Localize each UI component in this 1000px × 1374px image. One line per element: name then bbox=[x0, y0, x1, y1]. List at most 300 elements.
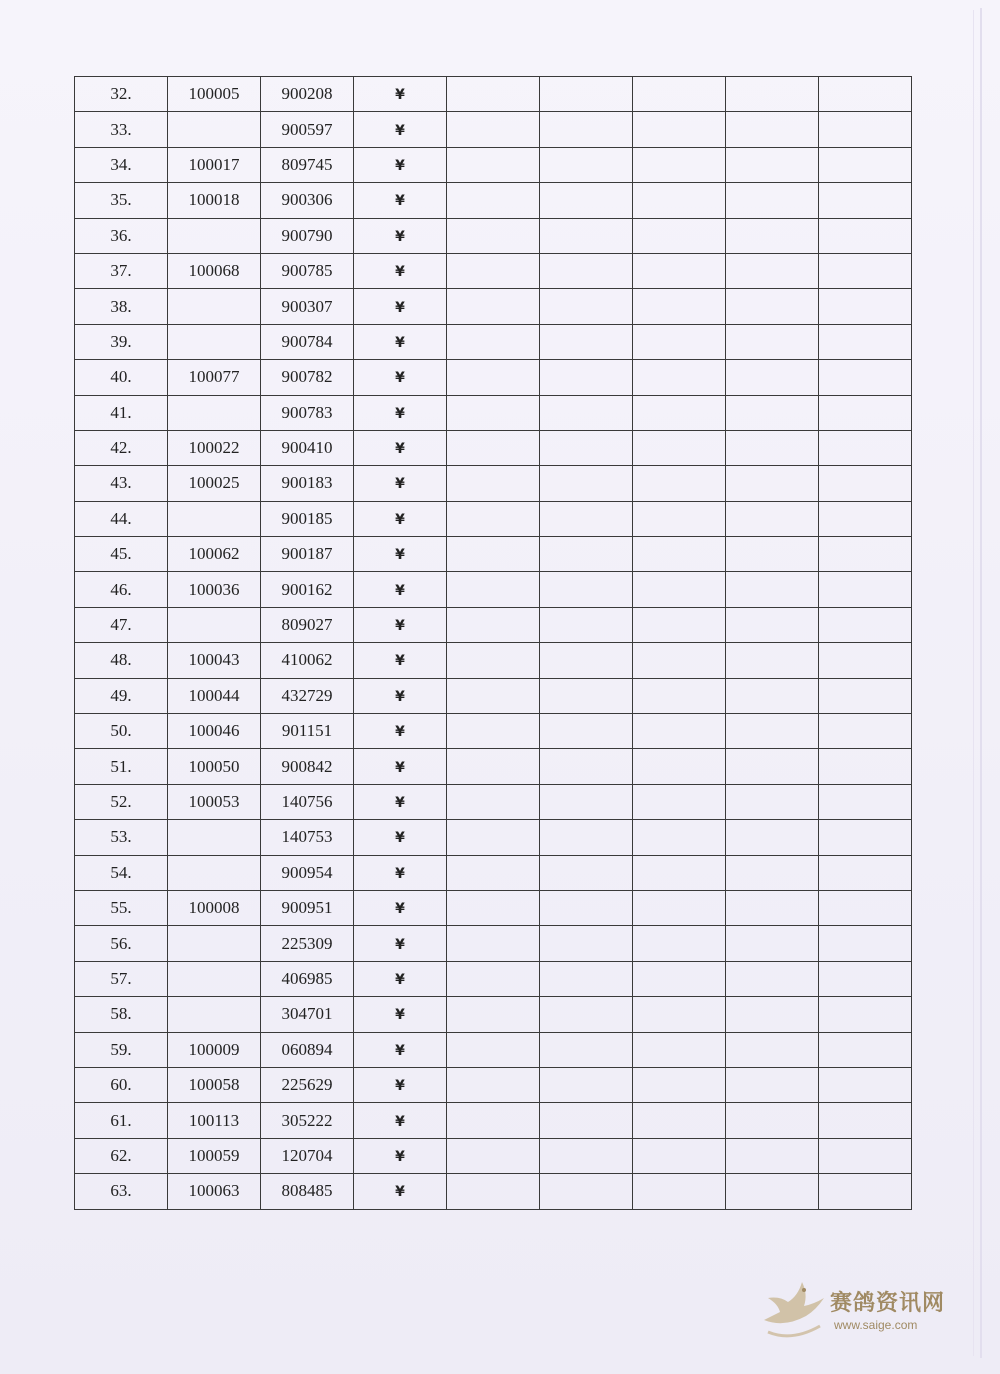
yen-symbol: ¥ bbox=[395, 830, 405, 847]
blank-cell bbox=[540, 1067, 633, 1102]
blank-cell bbox=[726, 1032, 819, 1067]
currency-cell bbox=[354, 1138, 447, 1173]
currency-cell bbox=[354, 289, 447, 324]
blank-cell bbox=[633, 324, 726, 359]
row-number-cell: 56. bbox=[75, 926, 168, 961]
blank-cell bbox=[540, 360, 633, 395]
row-number-cell: 52. bbox=[75, 784, 168, 819]
blank-cell bbox=[726, 77, 819, 112]
member-id-cell: 100008 bbox=[168, 890, 261, 925]
ring-number-cell: 900183 bbox=[261, 466, 354, 501]
blank-cell bbox=[633, 218, 726, 253]
blank-cell bbox=[447, 537, 540, 572]
row-number-cell: 57. bbox=[75, 961, 168, 996]
ring-number-cell: 410062 bbox=[261, 643, 354, 678]
blank-cell bbox=[540, 855, 633, 890]
ring-number-cell: 225629 bbox=[261, 1067, 354, 1102]
table-row bbox=[75, 1138, 912, 1173]
member-id-cell bbox=[168, 926, 261, 961]
table-row bbox=[75, 324, 912, 359]
row-number-cell: 32. bbox=[75, 77, 168, 112]
yen-symbol: ¥ bbox=[395, 1148, 405, 1165]
yen-symbol: ¥ bbox=[395, 547, 405, 564]
yen-symbol: ¥ bbox=[395, 122, 405, 139]
table-row bbox=[75, 749, 912, 784]
blank-cell bbox=[819, 961, 912, 996]
table-row bbox=[75, 926, 912, 961]
blank-cell bbox=[819, 714, 912, 749]
blank-cell bbox=[819, 183, 912, 218]
ring-number-cell: 900954 bbox=[261, 855, 354, 890]
yen-symbol: ¥ bbox=[395, 653, 405, 670]
blank-cell bbox=[819, 501, 912, 536]
blank-cell bbox=[726, 466, 819, 501]
yen-symbol: ¥ bbox=[395, 87, 405, 104]
ring-number-cell: 900187 bbox=[261, 537, 354, 572]
currency-cell bbox=[354, 997, 447, 1032]
blank-cell bbox=[447, 1032, 540, 1067]
member-id-cell: 100036 bbox=[168, 572, 261, 607]
blank-cell bbox=[819, 324, 912, 359]
blank-cell bbox=[540, 961, 633, 996]
row-number-cell: 47. bbox=[75, 607, 168, 642]
currency-cell bbox=[354, 430, 447, 465]
member-id-cell: 100068 bbox=[168, 253, 261, 288]
blank-cell bbox=[633, 643, 726, 678]
blank-cell bbox=[819, 1067, 912, 1102]
row-number-cell: 59. bbox=[75, 1032, 168, 1067]
blank-cell bbox=[633, 678, 726, 713]
yen-symbol: ¥ bbox=[395, 405, 405, 422]
member-id-cell bbox=[168, 820, 261, 855]
currency-cell bbox=[354, 77, 447, 112]
blank-cell bbox=[633, 501, 726, 536]
ledger-table bbox=[74, 76, 912, 1210]
yen-symbol: ¥ bbox=[395, 370, 405, 387]
blank-cell bbox=[540, 1138, 633, 1173]
blank-cell bbox=[819, 77, 912, 112]
currency-cell bbox=[354, 253, 447, 288]
currency-cell bbox=[354, 749, 447, 784]
blank-cell bbox=[540, 430, 633, 465]
blank-cell bbox=[447, 1174, 540, 1209]
ring-number-cell: 900162 bbox=[261, 572, 354, 607]
currency-cell bbox=[354, 324, 447, 359]
yen-symbol: ¥ bbox=[395, 1184, 405, 1201]
blank-cell bbox=[726, 1067, 819, 1102]
blank-cell bbox=[633, 820, 726, 855]
currency-cell bbox=[354, 572, 447, 607]
blank-cell bbox=[447, 607, 540, 642]
row-number-cell: 41. bbox=[75, 395, 168, 430]
currency-cell bbox=[354, 607, 447, 642]
blank-cell bbox=[726, 218, 819, 253]
ring-number-cell: 120704 bbox=[261, 1138, 354, 1173]
row-number-cell: 51. bbox=[75, 749, 168, 784]
ring-number-cell: 808485 bbox=[261, 1174, 354, 1209]
blank-cell bbox=[819, 147, 912, 182]
blank-cell bbox=[819, 926, 912, 961]
blank-cell bbox=[726, 607, 819, 642]
blank-cell bbox=[819, 784, 912, 819]
blank-cell bbox=[447, 961, 540, 996]
ring-number-cell: 809745 bbox=[261, 147, 354, 182]
table-row bbox=[75, 112, 912, 147]
table-row bbox=[75, 1103, 912, 1138]
blank-cell bbox=[447, 890, 540, 925]
yen-symbol: ¥ bbox=[395, 264, 405, 281]
blank-cell bbox=[540, 1103, 633, 1138]
table-row bbox=[75, 607, 912, 642]
member-id-cell: 100025 bbox=[168, 466, 261, 501]
blank-cell bbox=[540, 749, 633, 784]
ring-number-cell: 900784 bbox=[261, 324, 354, 359]
table-row bbox=[75, 183, 912, 218]
table-row bbox=[75, 501, 912, 536]
member-id-cell: 100046 bbox=[168, 714, 261, 749]
currency-cell bbox=[354, 1174, 447, 1209]
row-number-cell: 46. bbox=[75, 572, 168, 607]
blank-cell bbox=[633, 77, 726, 112]
table-row bbox=[75, 395, 912, 430]
member-id-cell bbox=[168, 289, 261, 324]
member-id-cell: 100059 bbox=[168, 1138, 261, 1173]
table-row bbox=[75, 360, 912, 395]
blank-cell bbox=[447, 289, 540, 324]
blank-cell bbox=[819, 395, 912, 430]
currency-cell bbox=[354, 1103, 447, 1138]
member-id-cell bbox=[168, 218, 261, 253]
table-row bbox=[75, 855, 912, 890]
yen-symbol: ¥ bbox=[395, 901, 405, 918]
member-id-cell bbox=[168, 997, 261, 1032]
ring-number-cell: 900842 bbox=[261, 749, 354, 784]
blank-cell bbox=[540, 147, 633, 182]
blank-cell bbox=[633, 926, 726, 961]
blank-cell bbox=[726, 324, 819, 359]
yen-symbol: ¥ bbox=[395, 157, 405, 174]
table-row bbox=[75, 1174, 912, 1209]
page-edge bbox=[980, 8, 982, 1358]
member-id-cell: 100063 bbox=[168, 1174, 261, 1209]
ring-number-cell: 900410 bbox=[261, 430, 354, 465]
blank-cell bbox=[726, 537, 819, 572]
blank-cell bbox=[633, 430, 726, 465]
blank-cell bbox=[447, 1138, 540, 1173]
blank-cell bbox=[726, 572, 819, 607]
yen-symbol: ¥ bbox=[395, 1078, 405, 1095]
row-number-cell: 62. bbox=[75, 1138, 168, 1173]
blank-cell bbox=[633, 289, 726, 324]
blank-cell bbox=[819, 360, 912, 395]
blank-cell bbox=[447, 253, 540, 288]
currency-cell bbox=[354, 466, 447, 501]
blank-cell bbox=[633, 961, 726, 996]
table-row bbox=[75, 77, 912, 112]
blank-cell bbox=[819, 1032, 912, 1067]
blank-cell bbox=[633, 1032, 726, 1067]
member-id-cell: 100062 bbox=[168, 537, 261, 572]
currency-cell bbox=[354, 537, 447, 572]
blank-cell bbox=[633, 466, 726, 501]
table-row bbox=[75, 714, 912, 749]
blank-cell bbox=[726, 890, 819, 925]
blank-cell bbox=[633, 183, 726, 218]
table-row bbox=[75, 820, 912, 855]
blank-cell bbox=[633, 890, 726, 925]
blank-cell bbox=[447, 820, 540, 855]
row-number-cell: 39. bbox=[75, 324, 168, 359]
blank-cell bbox=[540, 112, 633, 147]
yen-symbol: ¥ bbox=[395, 971, 405, 988]
blank-cell bbox=[447, 430, 540, 465]
yen-symbol: ¥ bbox=[395, 936, 405, 953]
ring-number-cell: 900306 bbox=[261, 183, 354, 218]
blank-cell bbox=[633, 360, 726, 395]
currency-cell bbox=[354, 643, 447, 678]
blank-cell bbox=[726, 1138, 819, 1173]
blank-cell bbox=[447, 926, 540, 961]
blank-cell bbox=[726, 501, 819, 536]
blank-cell bbox=[819, 537, 912, 572]
ring-number-cell: 900185 bbox=[261, 501, 354, 536]
ring-number-cell: 900951 bbox=[261, 890, 354, 925]
ring-number-cell: 901151 bbox=[261, 714, 354, 749]
blank-cell bbox=[633, 784, 726, 819]
blank-cell bbox=[726, 678, 819, 713]
blank-cell bbox=[447, 112, 540, 147]
blank-cell bbox=[633, 1103, 726, 1138]
row-number-cell: 54. bbox=[75, 855, 168, 890]
blank-cell bbox=[447, 466, 540, 501]
yen-symbol: ¥ bbox=[395, 795, 405, 811]
member-id-cell: 100044 bbox=[168, 678, 261, 713]
yen-symbol: ¥ bbox=[395, 1113, 405, 1130]
blank-cell bbox=[447, 77, 540, 112]
blank-cell bbox=[633, 714, 726, 749]
member-id-cell: 100017 bbox=[168, 147, 261, 182]
blank-cell bbox=[447, 784, 540, 819]
member-id-cell: 100050 bbox=[168, 749, 261, 784]
member-id-cell: 100043 bbox=[168, 643, 261, 678]
yen-symbol: ¥ bbox=[395, 334, 405, 351]
blank-cell bbox=[726, 1174, 819, 1209]
blank-cell bbox=[540, 77, 633, 112]
row-number-cell: 55. bbox=[75, 890, 168, 925]
member-id-cell: 100077 bbox=[168, 360, 261, 395]
blank-cell bbox=[633, 749, 726, 784]
yen-symbol: ¥ bbox=[395, 476, 405, 493]
blank-cell bbox=[540, 997, 633, 1032]
yen-symbol: ¥ bbox=[395, 759, 405, 776]
member-id-cell bbox=[168, 324, 261, 359]
blank-cell bbox=[819, 607, 912, 642]
row-number-cell: 58. bbox=[75, 997, 168, 1032]
blank-cell bbox=[819, 1103, 912, 1138]
currency-cell bbox=[354, 926, 447, 961]
ring-number-cell: 900597 bbox=[261, 112, 354, 147]
blank-cell bbox=[819, 253, 912, 288]
yen-symbol: ¥ bbox=[395, 688, 405, 705]
row-number-cell: 34. bbox=[75, 147, 168, 182]
blank-cell bbox=[819, 643, 912, 678]
blank-cell bbox=[540, 572, 633, 607]
blank-cell bbox=[726, 360, 819, 395]
blank-cell bbox=[540, 253, 633, 288]
currency-cell bbox=[354, 890, 447, 925]
member-id-cell bbox=[168, 501, 261, 536]
blank-cell bbox=[447, 218, 540, 253]
blank-cell bbox=[447, 183, 540, 218]
blank-cell bbox=[633, 253, 726, 288]
row-number-cell: 33. bbox=[75, 112, 168, 147]
currency-cell bbox=[354, 855, 447, 890]
currency-cell bbox=[354, 395, 447, 430]
blank-cell bbox=[447, 147, 540, 182]
ring-number-cell: 900208 bbox=[261, 77, 354, 112]
ring-number-cell: 900782 bbox=[261, 360, 354, 395]
member-id-cell: 100005 bbox=[168, 77, 261, 112]
blank-cell bbox=[540, 183, 633, 218]
yen-symbol: ¥ bbox=[395, 299, 405, 316]
blank-cell bbox=[633, 1174, 726, 1209]
yen-symbol: ¥ bbox=[395, 724, 405, 741]
yen-symbol: ¥ bbox=[395, 511, 405, 528]
member-id-cell bbox=[168, 112, 261, 147]
table-row bbox=[75, 890, 912, 925]
row-number-cell: 45. bbox=[75, 537, 168, 572]
blank-cell bbox=[540, 324, 633, 359]
table-row bbox=[75, 997, 912, 1032]
blank-cell bbox=[633, 607, 726, 642]
watermark-url: www.saige.com bbox=[834, 1318, 918, 1332]
yen-symbol: ¥ bbox=[395, 193, 405, 210]
blank-cell bbox=[633, 1067, 726, 1102]
blank-cell bbox=[726, 183, 819, 218]
blank-cell bbox=[819, 890, 912, 925]
currency-cell bbox=[354, 501, 447, 536]
ring-number-cell: 406985 bbox=[261, 961, 354, 996]
blank-cell bbox=[540, 678, 633, 713]
blank-cell bbox=[633, 395, 726, 430]
blank-cell bbox=[819, 855, 912, 890]
currency-cell bbox=[354, 678, 447, 713]
blank-cell bbox=[540, 501, 633, 536]
blank-cell bbox=[819, 289, 912, 324]
row-number-cell: 61. bbox=[75, 1103, 168, 1138]
table-row bbox=[75, 218, 912, 253]
currency-cell bbox=[354, 183, 447, 218]
blank-cell bbox=[447, 643, 540, 678]
blank-cell bbox=[726, 147, 819, 182]
currency-cell bbox=[354, 1032, 447, 1067]
blank-cell bbox=[726, 855, 819, 890]
ring-number-cell: 140753 bbox=[261, 820, 354, 855]
blank-cell bbox=[447, 395, 540, 430]
row-number-cell: 63. bbox=[75, 1174, 168, 1209]
blank-cell bbox=[819, 678, 912, 713]
table-row bbox=[75, 678, 912, 713]
row-number-cell: 50. bbox=[75, 714, 168, 749]
blank-cell bbox=[540, 466, 633, 501]
row-number-cell: 43. bbox=[75, 466, 168, 501]
currency-cell bbox=[354, 714, 447, 749]
row-number-cell: 53. bbox=[75, 820, 168, 855]
member-id-cell: 100058 bbox=[168, 1067, 261, 1102]
blank-cell bbox=[819, 112, 912, 147]
ring-number-cell: 900790 bbox=[261, 218, 354, 253]
yen-symbol: ¥ bbox=[395, 1007, 405, 1024]
ring-number-cell: 060894 bbox=[261, 1032, 354, 1067]
blank-cell bbox=[447, 855, 540, 890]
blank-cell bbox=[540, 218, 633, 253]
blank-cell bbox=[447, 1103, 540, 1138]
ring-number-cell: 305222 bbox=[261, 1103, 354, 1138]
table-row bbox=[75, 643, 912, 678]
blank-cell bbox=[447, 749, 540, 784]
currency-cell bbox=[354, 961, 447, 996]
blank-cell bbox=[726, 643, 819, 678]
blank-cell bbox=[726, 714, 819, 749]
currency-cell bbox=[354, 1067, 447, 1102]
blank-cell bbox=[726, 961, 819, 996]
blank-cell bbox=[540, 784, 633, 819]
blank-cell bbox=[540, 537, 633, 572]
blank-cell bbox=[447, 997, 540, 1032]
yen-symbol: ¥ bbox=[395, 618, 405, 635]
member-id-cell bbox=[168, 855, 261, 890]
ring-number-cell: 225309 bbox=[261, 926, 354, 961]
table-row bbox=[75, 253, 912, 288]
blank-cell bbox=[819, 430, 912, 465]
table-row bbox=[75, 466, 912, 501]
blank-cell bbox=[726, 820, 819, 855]
table-row bbox=[75, 961, 912, 996]
pigeon-logo-icon bbox=[754, 1276, 832, 1346]
blank-cell bbox=[726, 997, 819, 1032]
blank-cell bbox=[819, 749, 912, 784]
blank-cell bbox=[819, 572, 912, 607]
member-id-cell bbox=[168, 961, 261, 996]
blank-cell bbox=[633, 537, 726, 572]
blank-cell bbox=[819, 1138, 912, 1173]
blank-cell bbox=[540, 1032, 633, 1067]
row-number-cell: 48. bbox=[75, 643, 168, 678]
currency-cell bbox=[354, 218, 447, 253]
blank-cell bbox=[726, 112, 819, 147]
yen-symbol: ¥ bbox=[395, 1042, 405, 1059]
member-id-cell: 100113 bbox=[168, 1103, 261, 1138]
row-number-cell: 37. bbox=[75, 253, 168, 288]
table-row bbox=[75, 147, 912, 182]
blank-cell bbox=[540, 714, 633, 749]
blank-cell bbox=[726, 926, 819, 961]
blank-cell bbox=[540, 890, 633, 925]
site-watermark bbox=[754, 1276, 964, 1346]
member-id-cell: 100018 bbox=[168, 183, 261, 218]
blank-cell bbox=[633, 1138, 726, 1173]
yen-symbol: ¥ bbox=[395, 228, 405, 245]
currency-cell bbox=[354, 112, 447, 147]
blank-cell bbox=[447, 360, 540, 395]
row-number-cell: 38. bbox=[75, 289, 168, 324]
blank-cell bbox=[633, 572, 726, 607]
blank-cell bbox=[447, 714, 540, 749]
blank-cell bbox=[540, 607, 633, 642]
blank-cell bbox=[447, 501, 540, 536]
blank-cell bbox=[540, 395, 633, 430]
member-id-cell bbox=[168, 607, 261, 642]
